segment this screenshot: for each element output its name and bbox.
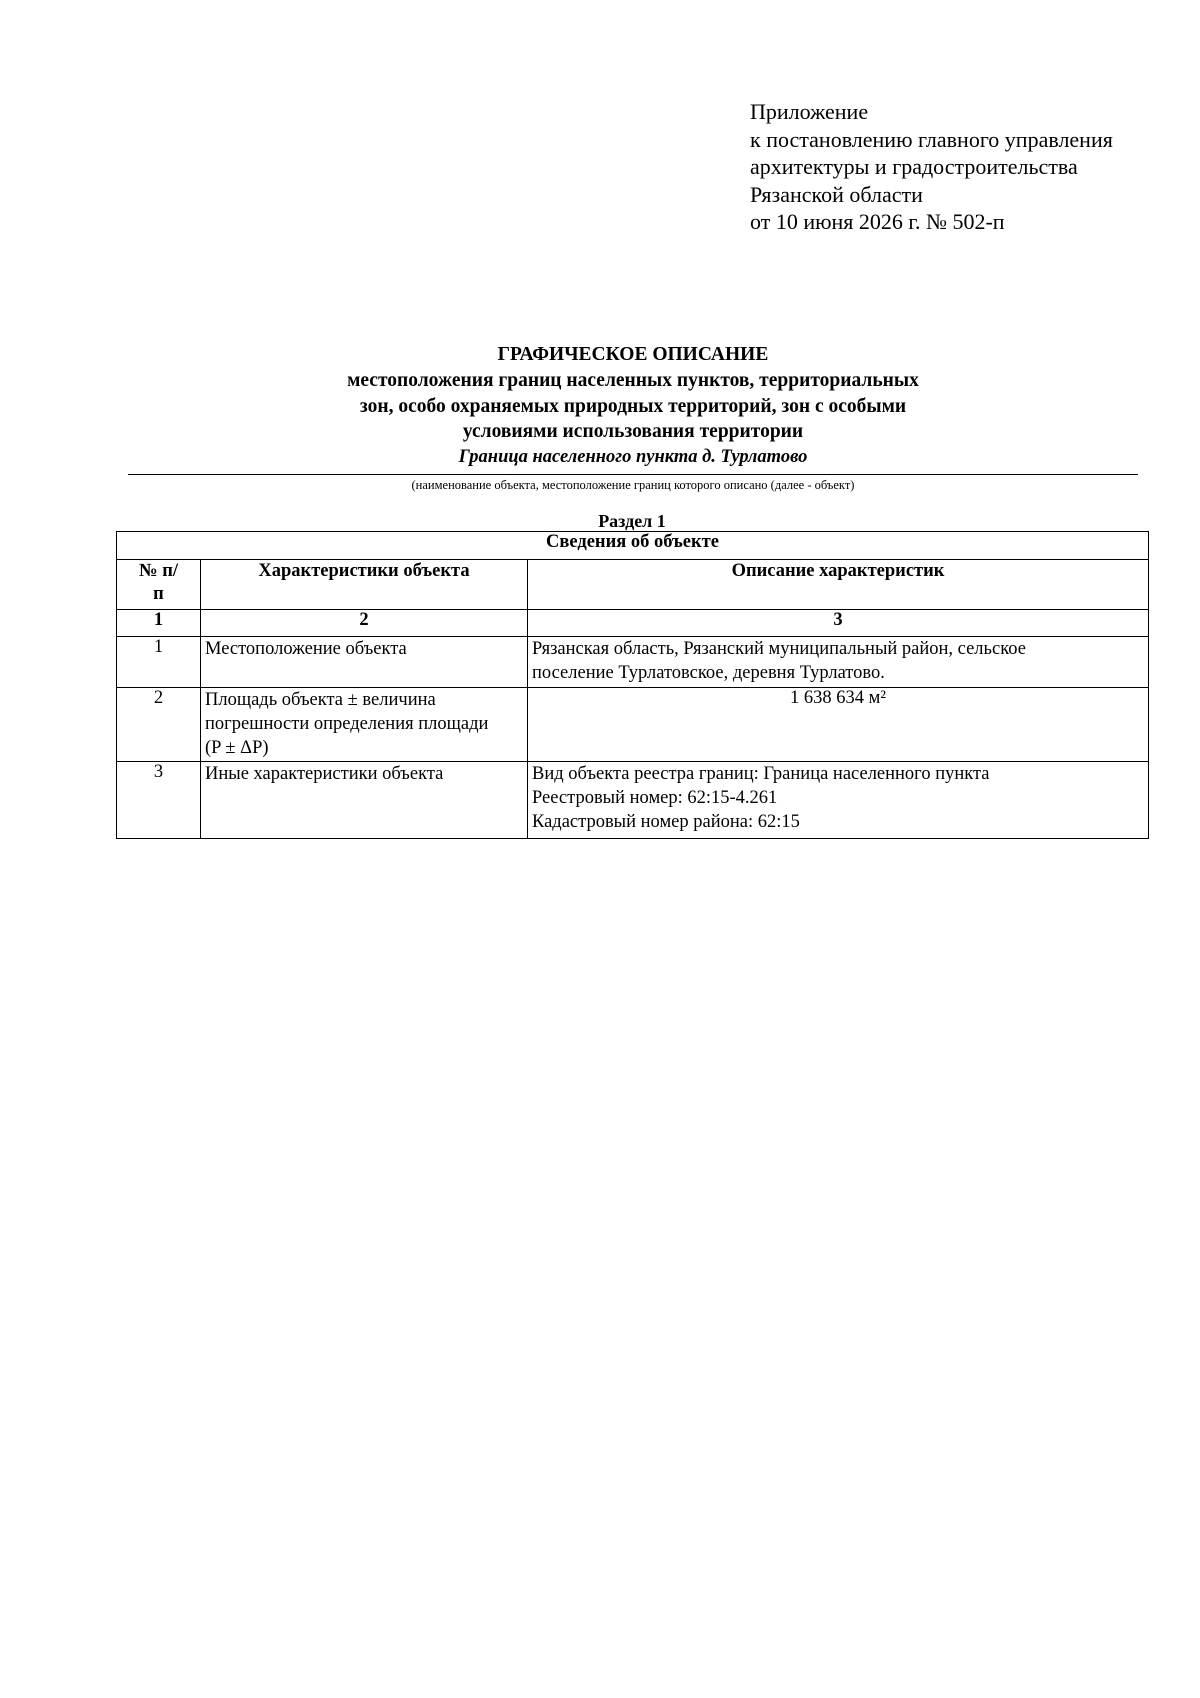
row-number: 3 xyxy=(117,762,201,839)
object-name: Граница населенного пункта д. Турлатово xyxy=(458,446,808,467)
document-title: ГРАФИЧЕСКОЕ ОПИСАНИЕ xyxy=(497,344,769,365)
object-name-underline xyxy=(128,474,1138,475)
header-number-text: № п/п xyxy=(138,561,178,604)
document-subtitle-line: местоположения границ населенных пунктов, территориальных xyxy=(347,370,919,391)
characteristic-line: погрешности определения площади xyxy=(205,714,489,734)
row-number: 1 xyxy=(117,637,201,688)
row-description xyxy=(528,637,1149,688)
appendix-line: Рязанской области xyxy=(750,181,923,207)
column-number: 3 xyxy=(528,610,1149,637)
header-description: Описание характеристик xyxy=(528,560,1149,610)
header-number xyxy=(117,560,201,610)
description-line: Рязанская область, Рязанский муниципальный район, сельское xyxy=(532,639,1026,659)
column-number: 1 xyxy=(117,610,201,637)
description-line: поселение Турлатовское, деревня Турлатово. xyxy=(532,663,885,683)
appendix-line: от 10 июня 2026 г. № 502-п xyxy=(750,209,1005,234)
description-line: Реестровый номер: 62:15-4.261 xyxy=(532,788,778,808)
document-subtitle-line: условиями использования территории xyxy=(462,421,804,442)
column-number-row xyxy=(117,610,1149,637)
table-header-row xyxy=(117,560,1149,610)
row-description: 1 638 634 м² xyxy=(528,688,1149,762)
characteristic-line: Площадь объекта ± величина xyxy=(205,690,436,710)
appendix-header xyxy=(750,98,1113,236)
object-info-table xyxy=(116,531,1149,839)
table-row xyxy=(117,762,1149,839)
document-title-block xyxy=(128,342,1138,469)
table-caption-row xyxy=(117,532,1149,560)
row-description xyxy=(528,762,1149,839)
appendix-line: к постановлению главного управления xyxy=(750,126,1113,152)
appendix-line: архитектуры и градостроительства xyxy=(750,154,1078,179)
row-characteristic xyxy=(201,688,528,762)
table-row xyxy=(117,637,1149,688)
description-line: Вид объекта реестра границ: Граница населенного пункта xyxy=(532,764,990,784)
row-number: 2 xyxy=(117,688,201,762)
table-caption: Сведения об объекте xyxy=(117,532,1149,560)
description-line: Кадастровый номер района: 62:15 xyxy=(532,812,800,832)
table-row xyxy=(117,688,1149,762)
object-name-caption: (наименование объекта, местоположение границ которого описано (далее - объект) xyxy=(411,478,855,492)
row-characteristic: Иные характеристики объекта xyxy=(201,762,528,839)
characteristic-line: (P ± ΔP) xyxy=(205,738,269,758)
header-characteristic: Характеристики объекта xyxy=(201,560,528,610)
section-label: Раздел 1 xyxy=(598,511,666,531)
row-characteristic: Местоположение объекта xyxy=(201,637,528,688)
column-number: 2 xyxy=(201,610,528,637)
appendix-line: Приложение xyxy=(750,99,869,124)
document-subtitle-line: зон, особо охраняемых природных территорий, зон с особыми xyxy=(359,395,907,417)
